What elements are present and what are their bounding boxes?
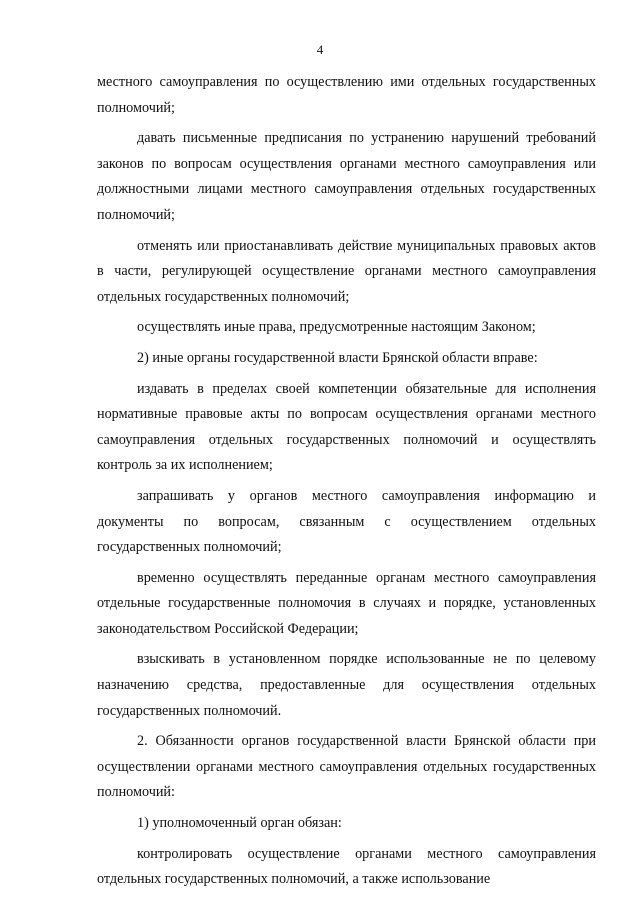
- paragraph-other-rights: осуществлять иные права, предусмотренные настоящим Законом;: [137, 319, 536, 336]
- paragraph-issue-acts: издавать в пределах своей компетенции обязательные для исполнения нормативные правовые акты по вопросам осуществления органами местного самоуправления отдельных государственных полномочий и осуществлять контроль за их исполнением;: [97, 380, 596, 474]
- document-body: [97, 70, 596, 898]
- paragraph-issue-orders: давать письменные предписания по устранению нарушений требований законов по вопросам осуществления органами местного самоуправления или должностными лицами местного самоуправления отдельных государственных полномочий;: [97, 130, 596, 223]
- paragraph-control: контролировать осуществление органами местного самоуправления отдельных государственных полномочий, а также использование: [97, 845, 596, 888]
- page-number: 4: [316, 42, 324, 57]
- paragraph-continued: местного самоуправления по осуществлению ими отдельных государственных полномочий;: [97, 74, 596, 116]
- paragraph-authorized-body: 1) уполномоченный орган обязан:: [137, 815, 342, 832]
- paragraph-request-info: запрашивать у органов местного самоуправления информацию и документы по вопросам, связанным с осуществлением отдельных государственных полномочий;: [97, 487, 596, 556]
- paragraph-cancel-acts: отменять или приостанавливать действие муниципальных правовых актов в части, регулирующей осуществление органами местного самоуправления отдельных государственных полномочий;: [97, 237, 596, 305]
- paragraph-other-bodies: 2) иные органы государственной власти Брянской области вправе:: [137, 349, 538, 366]
- paragraph-recover-funds: взыскивать в установленном порядке использованные не по целевому назначению средства, предоставленные для осуществления отдельных государственных полномочий.: [97, 651, 596, 719]
- paragraph-obligations: 2. Обязанности органов государственной власти Брянской области при осуществлении органами местного самоуправления отдельных государственных полномочий:: [97, 733, 596, 801]
- paragraph-temporary-exercise: временно осуществлять переданные органам местного самоуправления отдельные государственные полномочия в случаях и порядке, установленных законодательством Российской Федерации;: [97, 569, 596, 637]
